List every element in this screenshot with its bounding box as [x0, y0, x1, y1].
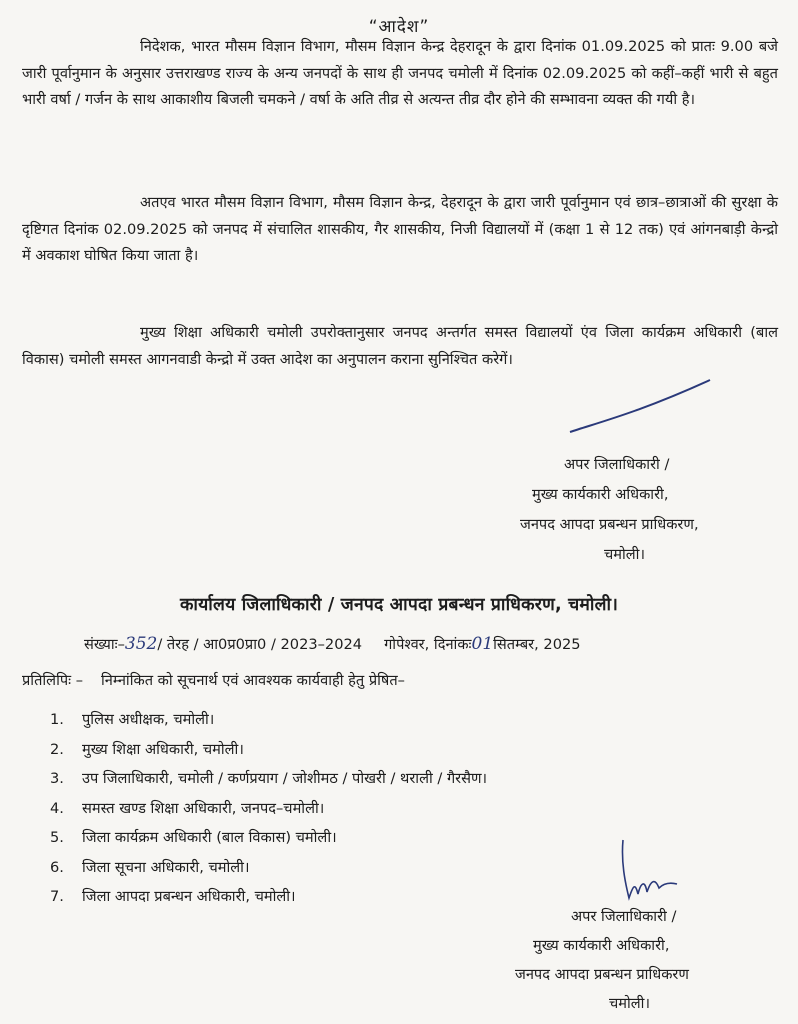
order-title: “आदेश” [368, 17, 430, 37]
order-paragraph-1: निदेशक, भारत मौसम विज्ञान विभाग, मौसम विज्ञान केन्द्र देहरादून के द्वारा दिनांक 01.09.2025 को प्रातः 9.00 बजे जारी पूर्वानुमान के अनुसार उत्तराखण्ड राज्य के अन्य जनपदों के साथ ही जनपद चमोली में दिनांक 02.09.2025 को कहीं–कहीं भारी से बहुत भारी वर्षा / गर्जन के साथ आकाशीय बिजली चमकने / वर्षा के अति तीव्र से अत्यन्त तीव्र दौर होने की सम्भावना व्यक्त की गयी है। [22, 38, 778, 108]
reference-line [84, 634, 774, 654]
signatory-line: मुख्य कार्यकारी अधिकारी, [533, 937, 670, 954]
date-day: 01 [471, 634, 494, 654]
signatory-line: अपर जिलाधिकारी / [564, 456, 670, 473]
signatory-block-1 [520, 450, 699, 570]
signatory-line: जनपद आपदा प्रबन्धन प्राधिकरण, [520, 516, 699, 533]
signatory-line: अपर जिलाधिकारी / [571, 908, 677, 925]
signatory-line: जनपद आपदा प्रबन्धन प्राधिकरण [515, 966, 689, 983]
list-item: 5. जिला कार्यक्रम अधिकारी (बाल विकास) चमोली। [50, 829, 337, 846]
list-item: 4. समस्त खण्ड शिक्षा अधिकारी, जनपद–चमोली। [50, 799, 325, 817]
signatory-line: चमोली। [609, 995, 650, 1012]
list-item: 2. मुख्य शिक्षा अधिकारी, चमोली। [50, 740, 244, 758]
reference-number: 352 [124, 634, 158, 654]
office-header: कार्यालय जिलाधिकारी / जनपद आपदा प्रबन्धन प्राधिकरण, चमोली। [179, 595, 619, 615]
date-month-year: सितम्बर, 2025 [493, 636, 581, 653]
signatory-block-2 [515, 902, 689, 1018]
copy-to-text: निम्नांकित को सूचनार्थ एवं आवश्यक कार्यवाही हेतु प्रेषित– [101, 672, 405, 689]
copy-to-line [22, 670, 405, 690]
order-paragraph-3: मुख्य शिक्षा अधिकारी चमोली उपरोक्तानुसार जनपद अन्तर्गत समस्त विद्यालयों एंव जिला कार्यक्रम अधिकारी (बाल विकास) चमोली समस्त आगनवाडी केन्द्रो में उक्त आदेश का अनुपालन कराना सुनिश्चित करेगें। [22, 324, 778, 368]
copy-to-label: प्रतिलिपिः – [22, 672, 84, 689]
list-item: 7. जिला आपदा प्रबन्धन अधिकारी, चमोली। [50, 888, 296, 905]
list-item: 3. उप जिलाधिकारी, चमोली / कर्णप्रयाग / जोशीमठ / पोखरी / थराली / गैरसैण। [50, 770, 488, 787]
signatory-line: चमोली। [604, 546, 645, 563]
list-item: 1. पुलिस अधीक्षक, चमोली। [50, 711, 215, 728]
list-item: 6. जिला सूचना अधिकारी, चमोली। [50, 858, 250, 876]
place-date-prefix: गोपेश्वर, दिनांकः [384, 636, 472, 653]
order-paragraph-2: अतएव भारत मौसम विज्ञान विभाग, मौसम विज्ञान केन्द्र, देहरादून के द्वारा जारी पूर्वानुमान एवं छात्र–छात्राओं की सुरक्षा के दृष्टिगत दिनांक 02.09.2025 को जनपद में संचालित शासकीय, गैर शासकीय, निजी विद्यालयों में (कक्षा 1 से 12 तक) एवं आंगनबाड़ी केन्द्रो में अवकाश घोषित किया जाता है। [22, 194, 778, 264]
reference-suffix: / तेरह / आ0प्र0प्रा0 / 2023–2024 [157, 636, 363, 653]
reference-prefix: संख्याः– [84, 636, 125, 653]
signature-stroke-1 [560, 372, 720, 442]
recipient-list [50, 705, 487, 912]
signatory-line: मुख्य कार्यकारी अधिकारी, [532, 486, 669, 503]
signature-scribble-2 [605, 832, 695, 912]
